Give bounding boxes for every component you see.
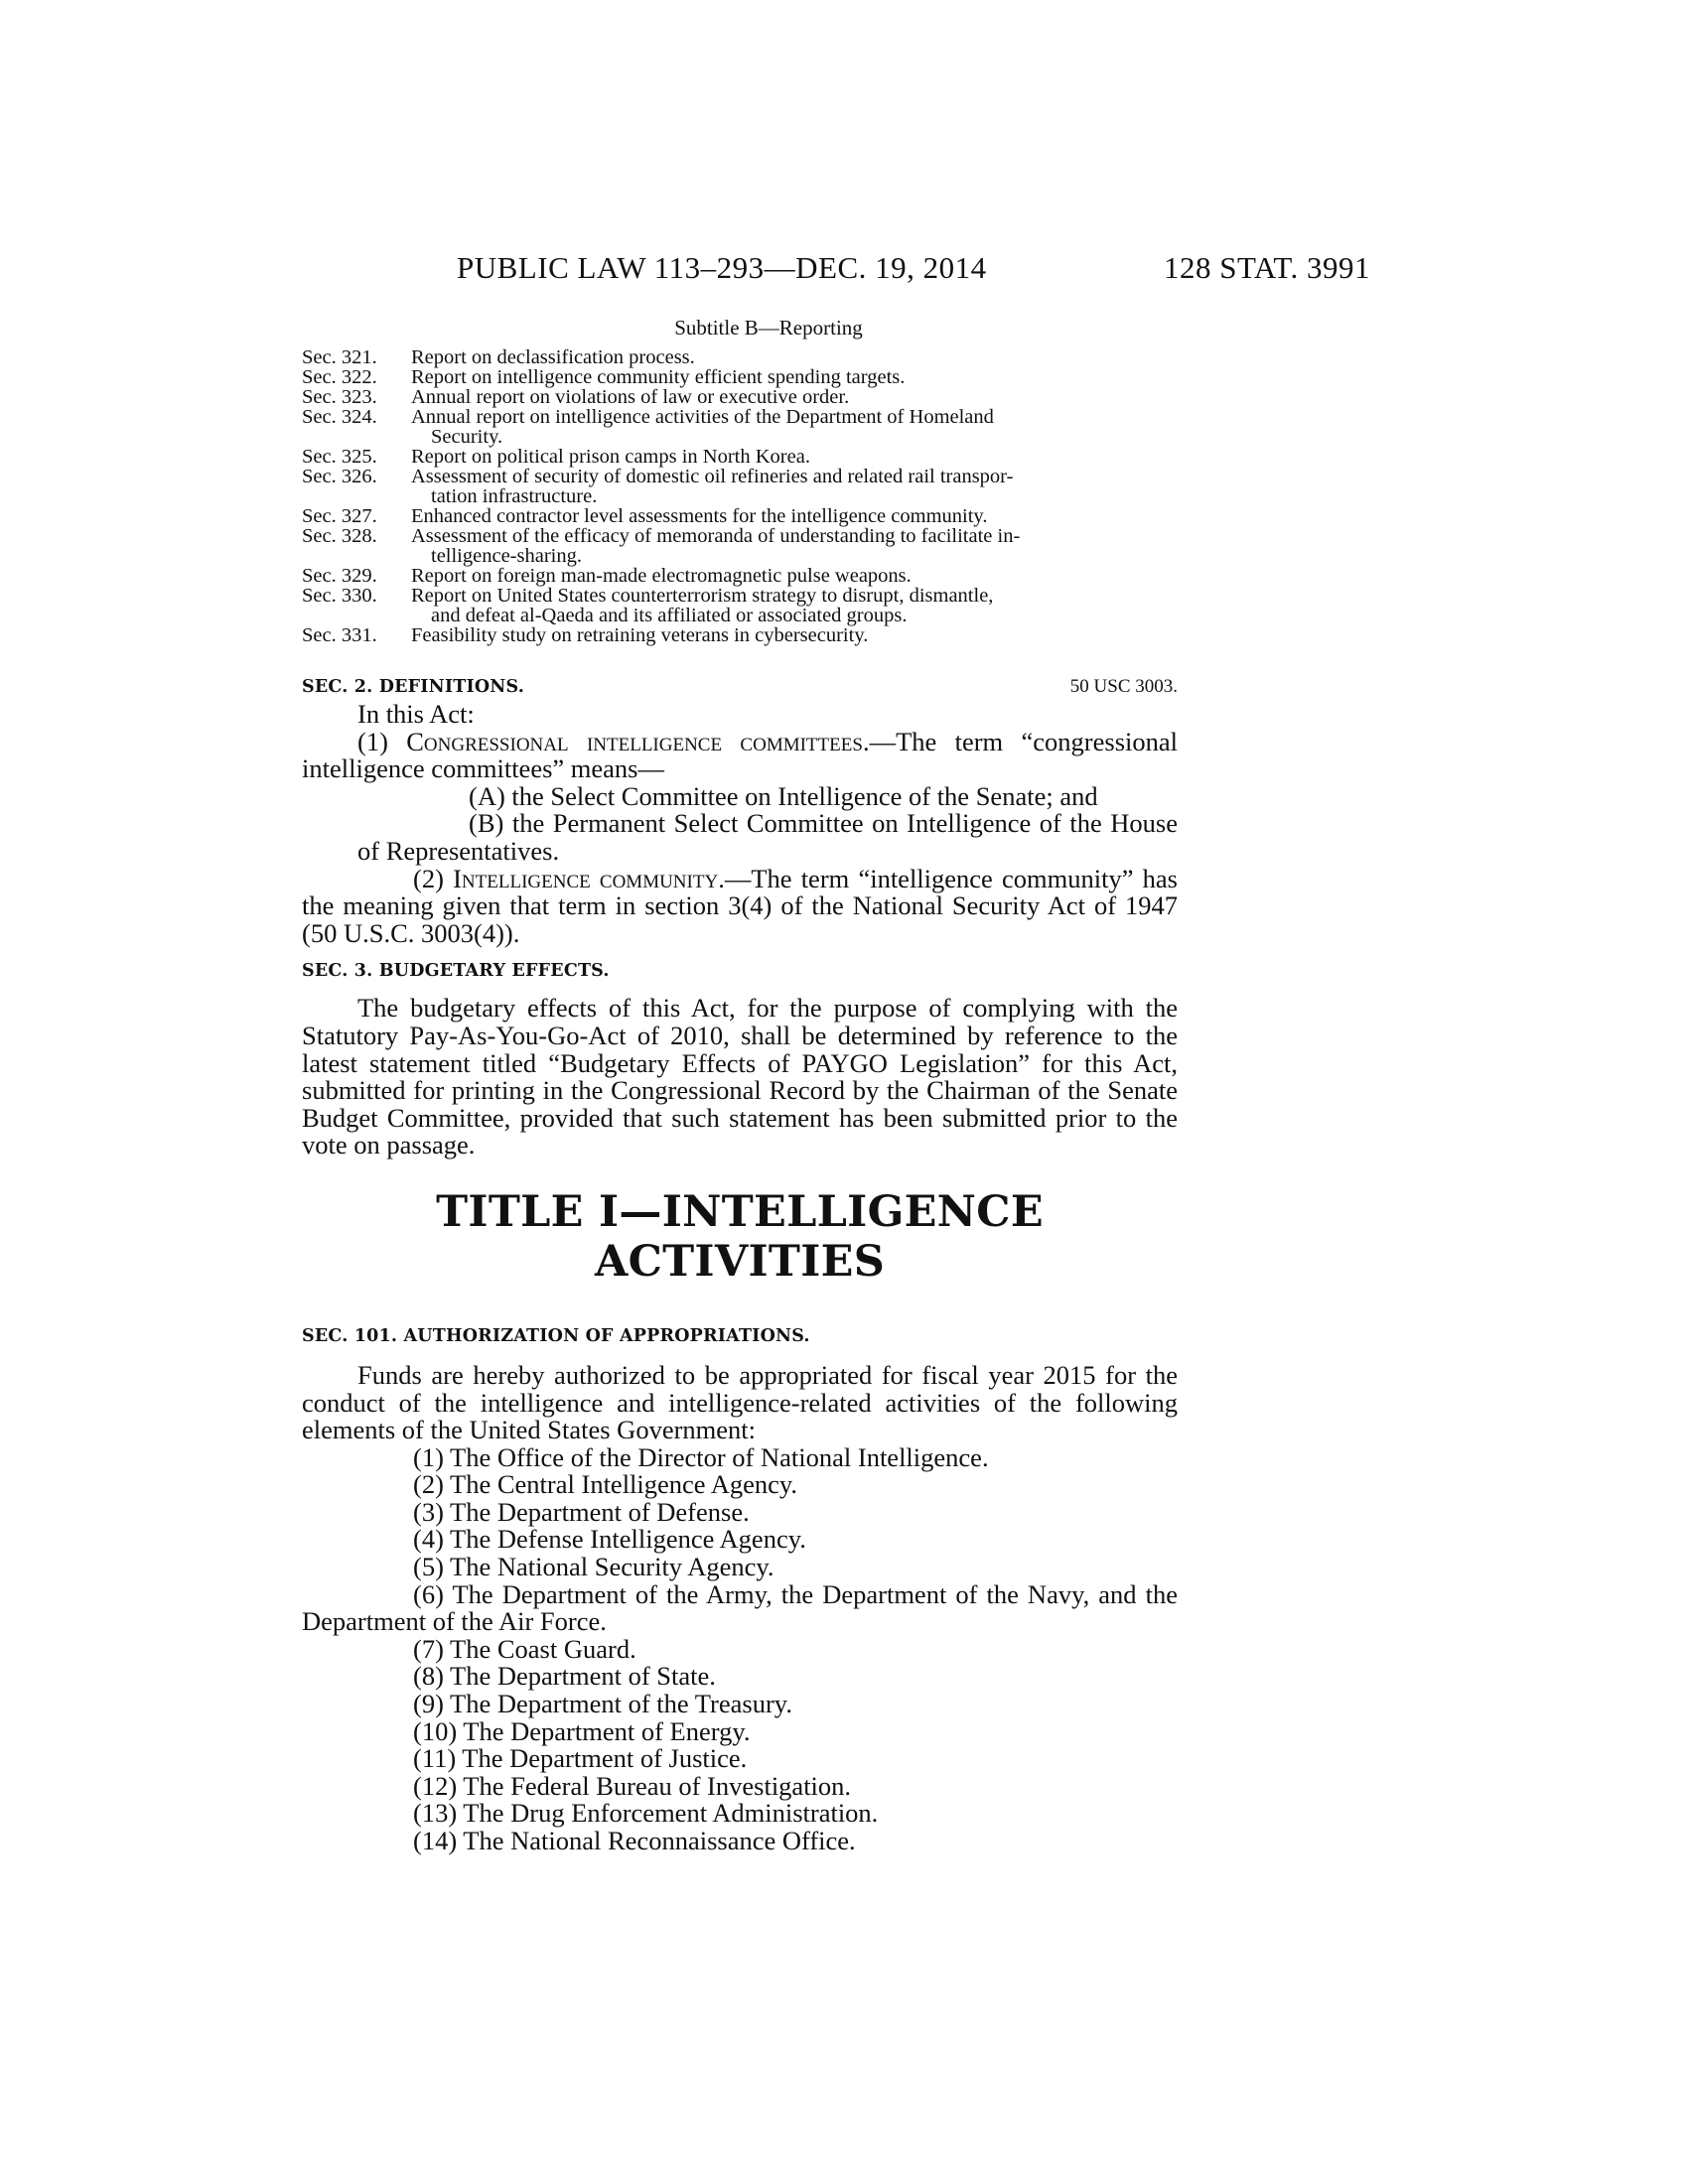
- sec2-para-1-a-text: (A) the Select Committee on Intelligence of the Senate; and: [469, 780, 1098, 811]
- toc-entry: [302, 586, 1176, 625]
- toc-entry-line: Report on foreign man-made electromagnetic pulse weapons.: [411, 565, 912, 587]
- toc-entry-line: Report on United States counterterrorism strategy to disrupt, dismantle,: [411, 585, 994, 607]
- toc-list: [302, 347, 1176, 645]
- title-one-heading: TITLE I—INTELLIGENCE ACTIVITIES: [436, 1186, 1044, 1287]
- toc-entry-line: telligence-sharing.: [431, 545, 582, 567]
- toc-entry-number: Sec. 324.: [302, 406, 377, 428]
- sec101-element-item: (8) The Department of State.: [413, 1661, 716, 1692]
- sec2-para-1-text: .—The term “congressional intelligence committees” means—: [302, 726, 1178, 784]
- sec101-element-list: [302, 1441, 1178, 1855]
- toc-entry-number: Sec. 328.: [302, 525, 377, 547]
- header-law-citation: PUBLIC LAW 113–293—DEC. 19, 2014: [457, 250, 987, 285]
- toc-entry-line: Enhanced contractor level assessments for the intelligence community.: [411, 505, 988, 527]
- sec2-sidenote: 50 USC 3003.: [1069, 676, 1178, 697]
- running-header: [457, 250, 1370, 290]
- toc-entry-title: [411, 447, 1176, 467]
- sec101-element-item: (9) The Department of the Treasury.: [413, 1689, 792, 1719]
- table-of-contents: [302, 318, 1176, 645]
- toc-entry-number: Sec. 327.: [302, 505, 377, 527]
- toc-entry-line: Annual report on violations of law or executive order.: [411, 386, 850, 408]
- sec101-element-item: (3) The Department of Defense.: [413, 1496, 750, 1527]
- toc-subtitle: Subtitle B—Reporting: [674, 316, 863, 340]
- toc-entry-number: Sec. 331.: [302, 624, 377, 646]
- toc-entry-number: Sec. 325.: [302, 446, 377, 468]
- toc-entry-line: Report on political prison camps in North Korea.: [411, 446, 810, 468]
- sec2-para-2-text: .—The term “intelligence community” has the meaning given that term in section 3(4) of the National Security Act of 1947 (50 U.S.C. 3003(4)).: [302, 863, 1178, 948]
- toc-entry-line: Annual report on intelligence activities of the Department of Homeland: [411, 406, 994, 428]
- toc-entry-title: [411, 625, 1176, 645]
- sec101-element-item: (6) The Department of the Army, the Department of the Navy, and the Department of the Air Force.: [302, 1578, 1178, 1637]
- toc-entry-number: Sec. 321.: [302, 346, 377, 368]
- toc-entry: [302, 367, 1176, 387]
- sec2-para-1-term: Congressional intelligence committees: [406, 726, 863, 756]
- sec2-para-2: [302, 863, 1178, 948]
- sec101-element-item: (7) The Coast Guard.: [413, 1633, 636, 1664]
- toc-entry: [302, 526, 1176, 566]
- sec101-element-item: (11) The Department of Justice.: [413, 1743, 748, 1774]
- sec101-element-item: (13) The Drug Enforcement Administration.: [413, 1798, 879, 1829]
- toc-entry: [302, 467, 1176, 506]
- sec101-element-item: (2) The Central Intelligence Agency.: [413, 1469, 798, 1500]
- statute-body: [302, 673, 1178, 1855]
- sec3-heading: SEC. 3. BUDGETARY EFFECTS.: [302, 961, 610, 982]
- sec2-para-1-num: (1): [357, 726, 407, 756]
- toc-entry-title: [411, 526, 1176, 566]
- toc-entry: [302, 407, 1176, 447]
- toc-entry-number: Sec. 329.: [302, 565, 377, 587]
- sec2-para-1-a: [302, 780, 1178, 811]
- toc-entry-number: Sec. 322.: [302, 366, 377, 388]
- sec2-heading: SEC. 2. DEFINITIONS.: [302, 677, 525, 697]
- toc-entry-number: Sec. 330.: [302, 585, 377, 607]
- toc-entry: [302, 347, 1176, 367]
- toc-entry-title: [411, 387, 1176, 407]
- sec2-para-1: [246, 726, 1178, 784]
- toc-entry: [302, 625, 1176, 645]
- toc-entry-title: [411, 407, 1176, 447]
- toc-entry-line: Assessment of security of domestic oil refineries and related rail transpor-: [411, 466, 1014, 487]
- toc-entry: [302, 387, 1176, 407]
- sec101-element-item: (1) The Office of the Director of National Intelligence.: [413, 1441, 989, 1472]
- toc-entry-line: tation infrastructure.: [431, 485, 598, 507]
- sec2-para-2-term: Intelligence community: [453, 863, 719, 893]
- toc-entry-title: [411, 347, 1176, 367]
- sec2-para-1-b: [302, 810, 1178, 865]
- toc-entry: [302, 506, 1176, 526]
- toc-entry-line: Report on declassification process.: [411, 346, 695, 368]
- sec101-element-item: (5) The National Security Agency.: [413, 1552, 774, 1582]
- sec2-para-1-b-text: (B) the Permanent Select Committee on Intelligence of the House of Representatives.: [357, 808, 1178, 866]
- sec2-intro: In this Act:: [357, 699, 475, 729]
- toc-entry-title: [411, 467, 1176, 506]
- toc-entry: [302, 566, 1176, 586]
- header-stat-page: 128 STAT. 3991: [1163, 250, 1370, 285]
- toc-entry-number: Sec. 323.: [302, 386, 377, 408]
- toc-entry-title: [411, 566, 1176, 586]
- sec3-text: The budgetary effects of this Act, for the purpose of complying with the Statutory Pay-As-You-Go-Act of 2010, shall be determined by reference to the latest statement titled “Budgetary Effects of PAYGO Legislation” for this Act, submitted for printing in the Congressional Record by the Chairman of the Senate Budget Committee, provided that such statement has been submitted prior to the vote on passage.: [302, 993, 1178, 1160]
- toc-entry-title: [411, 367, 1176, 387]
- sec2-block: [302, 673, 1178, 701]
- toc-entry-line: Security.: [431, 426, 503, 448]
- toc-entry-title: [411, 586, 1176, 625]
- toc-entry-line: Assessment of the efficacy of memoranda of understanding to facilitate in-: [411, 525, 1021, 547]
- toc-entry-title: [411, 506, 1176, 526]
- toc-entry-number: Sec. 326.: [302, 466, 377, 487]
- sec101-element-item: (12) The Federal Bureau of Investigation.: [413, 1770, 852, 1801]
- sec101-element-item: (10) The Department of Energy.: [413, 1715, 751, 1746]
- toc-entry-line: Feasibility study on retraining veterans in cybersecurity.: [411, 624, 869, 646]
- toc-entry: [302, 447, 1176, 467]
- sec2-para-2-num: (2): [413, 863, 454, 893]
- sec101-intro: Funds are hereby authorized to be appropriated for fiscal year 2015 for the conduct of the intelligence and intelligence-related activities of the following elements of the United States Government:: [302, 1359, 1178, 1445]
- sec101-element-item: (4) The Defense Intelligence Agency.: [413, 1524, 806, 1555]
- sec101-element-item: (14) The National Reconnaissance Office.: [413, 1826, 856, 1855]
- toc-entry-line: Report on intelligence community efficient spending targets.: [411, 366, 906, 388]
- sec101-heading: SEC. 101. AUTHORIZATION OF APPROPRIATIONS.: [302, 1325, 810, 1346]
- toc-entry-line: and defeat al-Qaeda and its affiliated or associated groups.: [431, 605, 908, 626]
